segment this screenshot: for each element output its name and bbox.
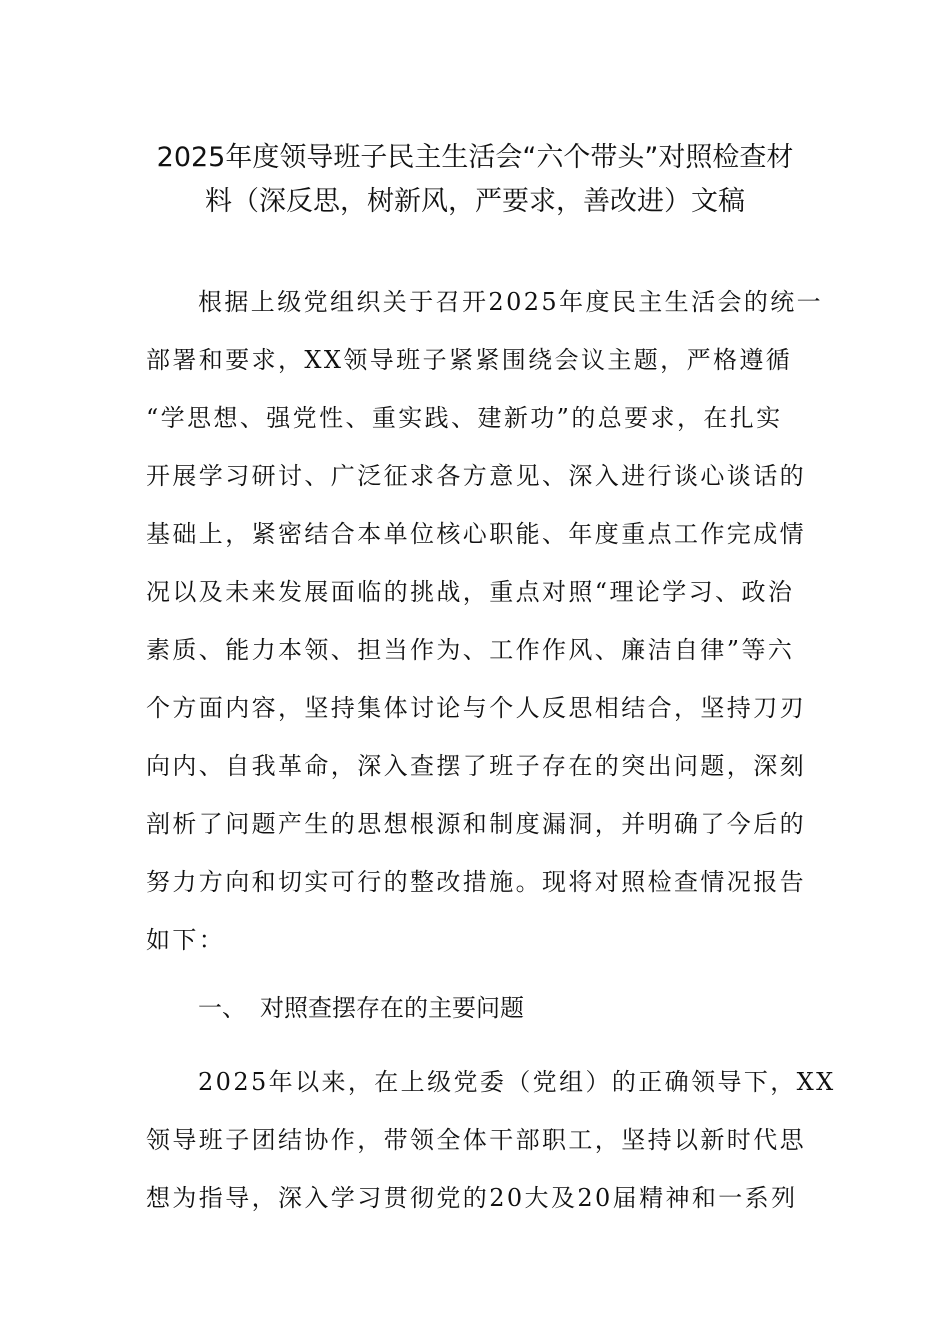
intro-paragraph-line: 素质、能力本领、担当作为、工作作风、廉洁自律”等六 [146,636,795,664]
intro-paragraph-line: 基础上，紧密结合本单位核心职能、年度重点工作完成情 [146,520,806,548]
section-number: 一、 [198,994,246,1022]
document-title-line-2: 料（深反思，树新风，严要求，善改进）文稿 [205,186,745,217]
section-heading [198,992,524,1024]
intro-paragraph-line: 剖析了问题产生的思想根源和制度漏洞，并明确了今后的 [146,810,806,838]
section-paragraph-line: 想为指导，深入学习贯彻党的20大及20届精神和一系列 [146,1184,798,1212]
intro-paragraph-line: 部署和要求，XX领导班子紧紧围绕会议主题，严格遵循 [146,346,793,374]
intro-paragraph-line: 向内、自我革命，深入查摆了班子存在的突出问题，深刻 [146,752,806,780]
intro-paragraph-line: 根据上级党组织关于召开2025年度民主生活会的统一 [198,288,824,316]
section-paragraph-line: 2025年以来，在上级党委（党组）的正确领导下，XX [198,1068,836,1096]
intro-paragraph-line: 个方面内容，坚持集体讨论与个人反思相结合，坚持刀刃 [146,694,806,722]
intro-paragraph-line: “学思想、强党性、重实践、建新功”的总要求，在扎实 [146,404,783,432]
intro-paragraph-line: 努力方向和切实可行的整改措施。现将对照检查情况报告 [146,868,806,896]
intro-paragraph-line: 开展学习研讨、广泛征求各方意见、深入进行谈心谈话的 [146,462,806,490]
intro-paragraph-line: 如下： [146,926,226,954]
section-paragraph-line: 领导班子团结协作，带领全体干部职工，坚持以新时代思 [146,1126,806,1154]
intro-paragraph-line: 况以及未来发展面临的挑战，重点对照“理论学习、政治 [146,578,795,606]
section-heading-text: 对照查摆存在的主要问题 [260,994,524,1022]
document-title-line-1: 2025年度领导班子民主生活会“六个带头”对照检查材 [156,142,794,173]
